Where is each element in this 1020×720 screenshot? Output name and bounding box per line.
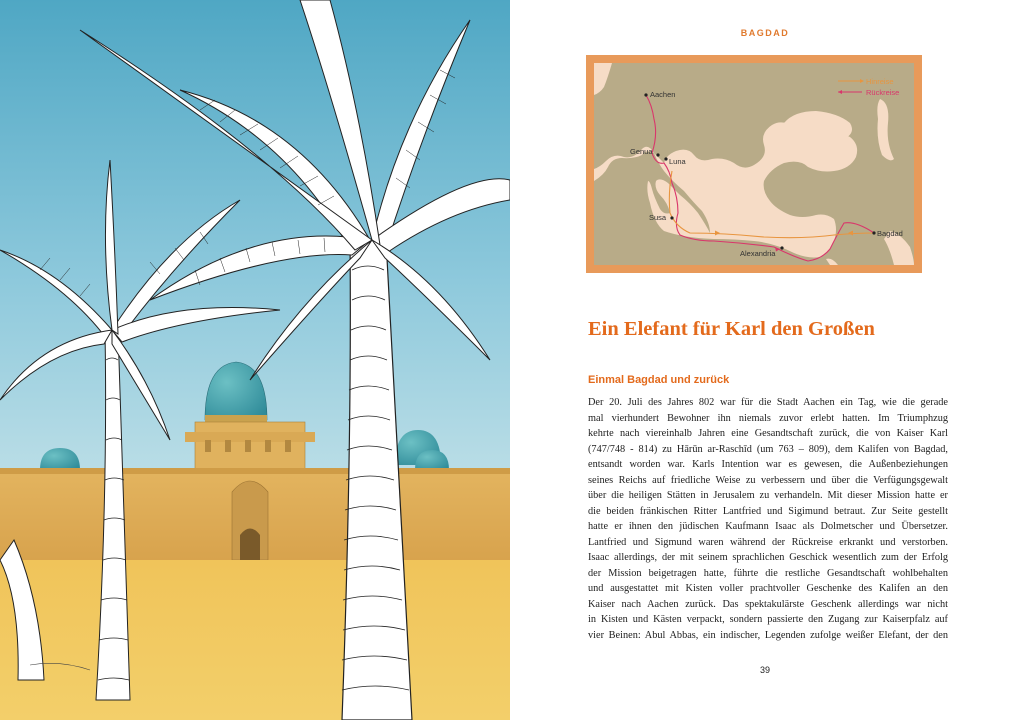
- body-line: Isaac allerdings, der mit seinem sprachlichen Geschick wesentlich zum der Erfolg: [588, 552, 948, 563]
- body-line: der Mission beigetragen hatte, führte die restliche Gesandtschaft wohlbehalten: [588, 567, 948, 579]
- running-head: BAGDAD: [740, 28, 790, 38]
- body-line: seines Reichs auf friedliche Weise zu verbessern und über die Verfügungsgewalt: [588, 474, 948, 486]
- chapter-title: Ein Elefant für Karl den Großen: [588, 318, 875, 340]
- city-dot-luna: [664, 157, 667, 160]
- body-line: hatte er ihnen den jüdischen Kaufmann Isaac als Dolmetscher und Übersetzer.: [588, 521, 948, 532]
- map-label-aachen: Aachen: [650, 90, 676, 99]
- city-dot-susa: [670, 216, 673, 219]
- body-line: die beiden fränkischen Ritter Lantfried und Sigimund betraut. Zur Seite gestellt: [588, 505, 948, 517]
- body-line: Kaiser nach Aachen zurück. Das spektakulärste Geschenk allerdings war nicht: [588, 598, 948, 610]
- legend-return: Rückreise: [866, 88, 900, 97]
- body-line: über die heiligen Stätten in Jerusalem zu verhandeln. Mit dieser Mission hatte er: [588, 490, 948, 501]
- body-line: Lantfried und Sigmund waren während der Rückreise erkrankt und verstorben.: [588, 536, 948, 548]
- body-line: mal vierhundert Bewohner ihn niemals zuvor erlebt hatten. Im Triumphzug: [588, 412, 948, 424]
- map-label-susa: Susa: [649, 213, 667, 222]
- map-label-luna: Luna: [669, 157, 686, 166]
- map-svg: [594, 63, 914, 265]
- body-text: [588, 395, 948, 643]
- body-line: kehrte nach viereinhalb Jahren eine Gesandtschaft zurück, die von Kaiser Karl: [588, 428, 948, 439]
- section-title: Einmal Bagdad und zurück: [588, 374, 730, 386]
- city-dot-alexandria: [780, 246, 783, 249]
- map-label-bagdad: Bagdad: [877, 229, 903, 238]
- route-map: [586, 55, 922, 273]
- city-dot-aachen: [644, 93, 647, 96]
- text-page: [510, 0, 1020, 720]
- map-label-genua: Genua: [630, 147, 653, 156]
- body-line: Der 20. Juli des Jahres 802 war für die Stadt Aachen ein Tag, wie die gerade: [588, 397, 948, 408]
- body-line: entsandt worden war. Karls Intention war es gewesen, die Außenbeziehungen: [588, 459, 948, 470]
- body-line: (747/748 - 814) zu Hārūn ar-Raschīd (um 763 – 809), dem Kalifen von Bagdad,: [588, 443, 948, 455]
- city-dot-bagdad: [872, 231, 875, 234]
- body-line: und ausgestattet mit Kisten voller prachtvoller Geschenke des Kalifen an den: [588, 583, 948, 594]
- body-line: in Kisten und Kästen verpackt, sondern passierte den Zugang zur Kaiserpfalz auf: [588, 614, 948, 625]
- legend-outbound: Hinreise: [866, 77, 894, 86]
- page-number: 39: [759, 665, 770, 675]
- city-dot-genua: [656, 153, 659, 156]
- map-label-alexandria: Alexandria: [740, 249, 776, 258]
- desert-sand: [0, 560, 510, 720]
- body-line: vier Beinen: Abul Abbas, ein indischer, Legenden zufolge weißer Elefant, der den: [588, 629, 948, 641]
